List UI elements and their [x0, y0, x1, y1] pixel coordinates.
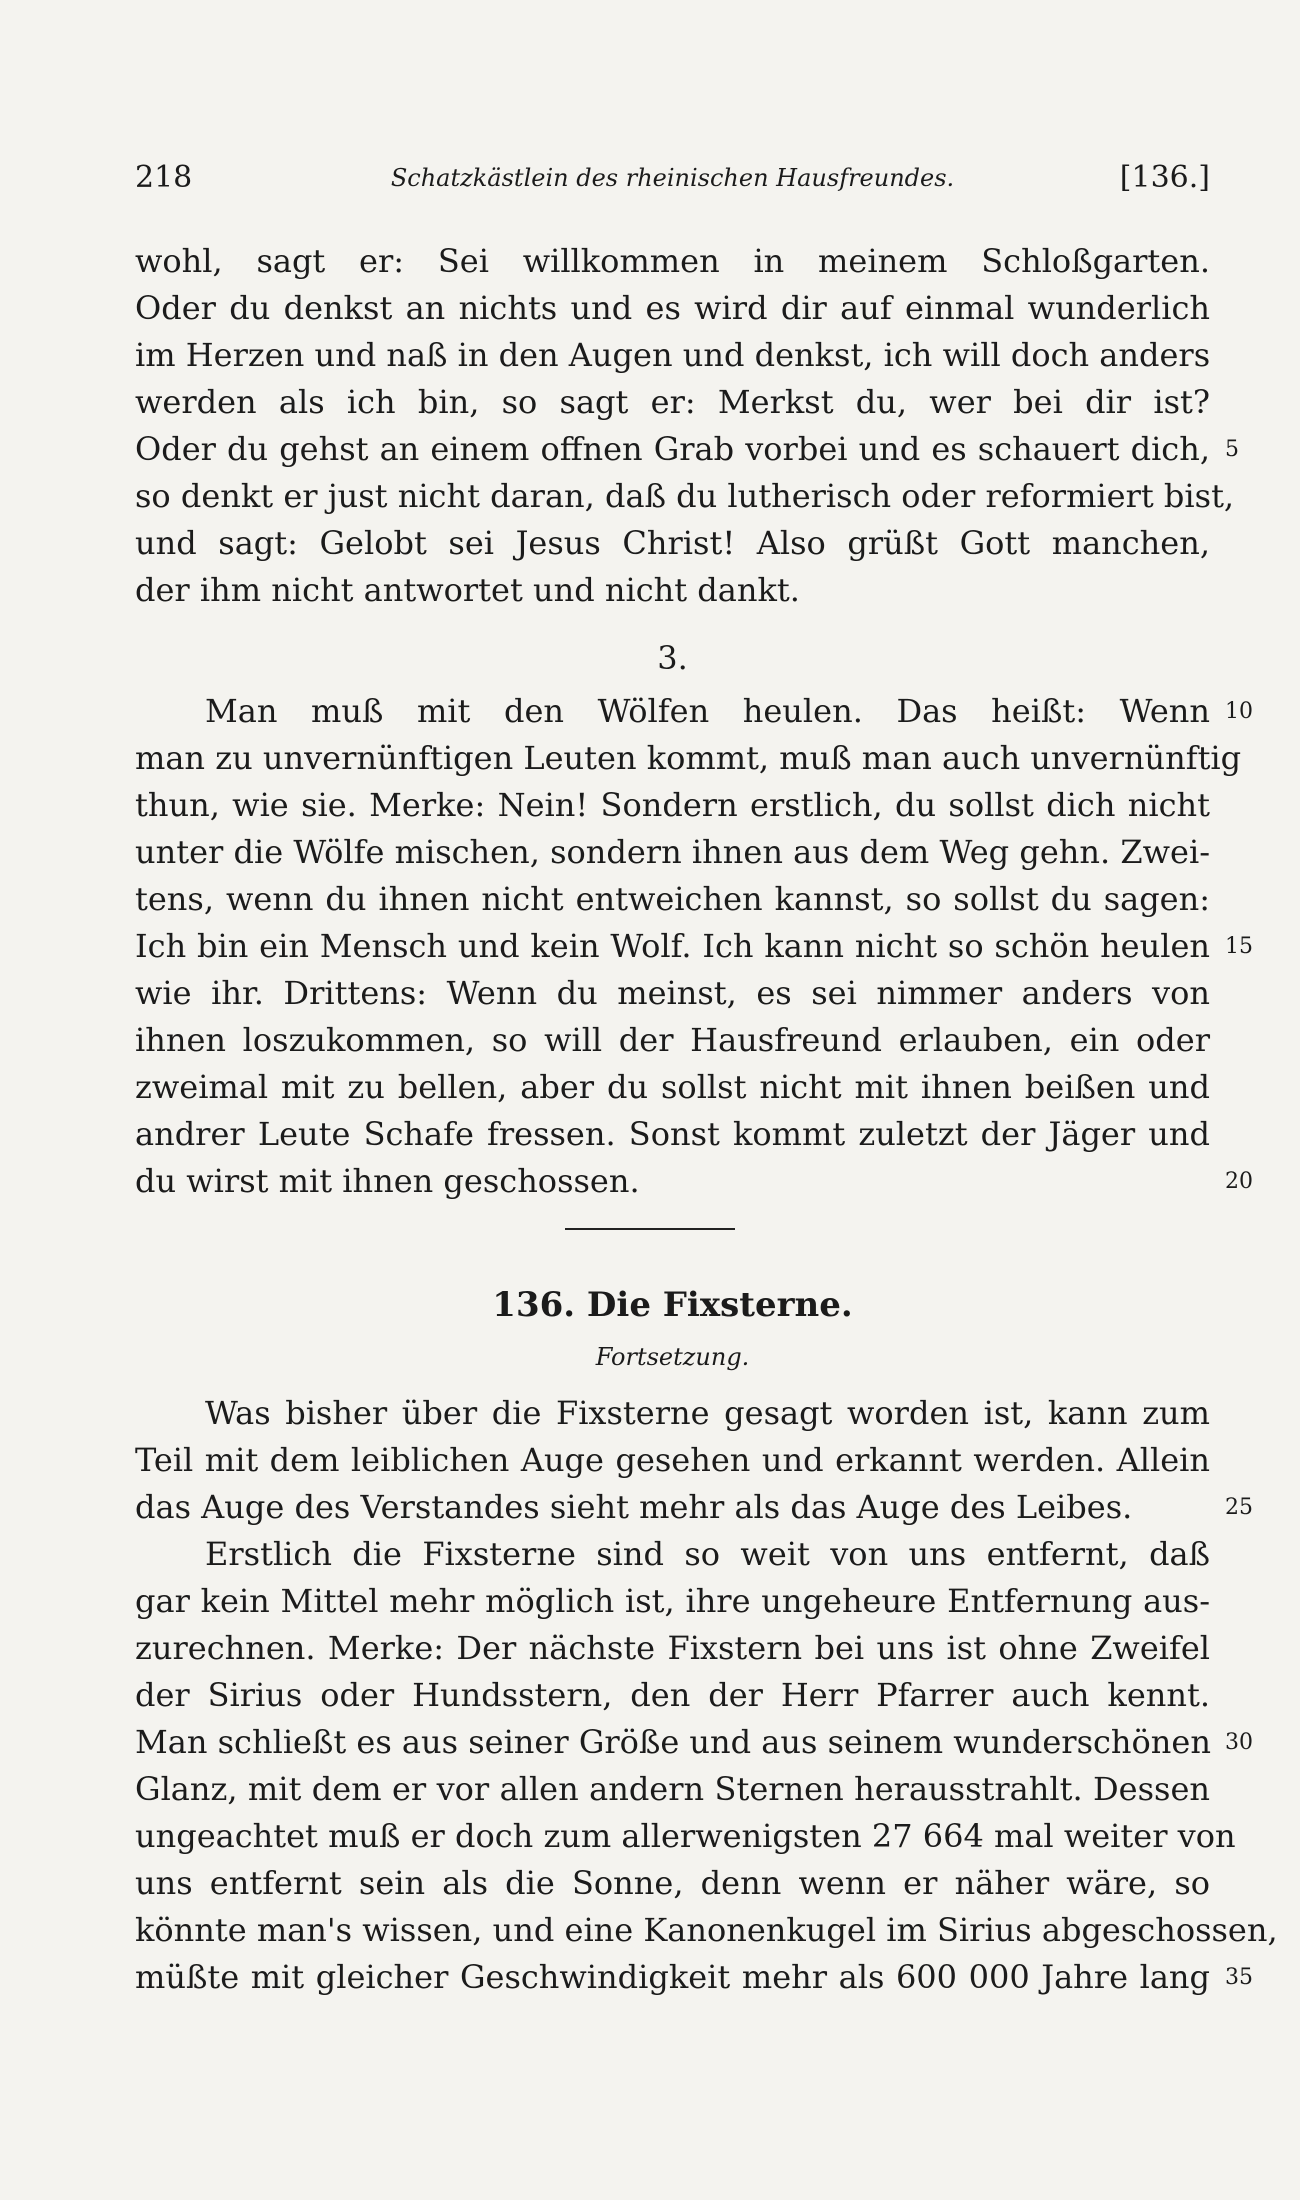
text-line: wohl, sagt er: Sei willkommen in meinem Schloßgarten. [135, 242, 1210, 280]
article-title: 136. Die Fixsterne. [492, 1285, 853, 1325]
text-line: im Herzen und naß in den Augen und denkst, ich will doch anders [135, 336, 1211, 374]
text-line: thun, wie sie. Merke: Nein! Sondern erstlich, du sollst dich nicht [135, 786, 1210, 824]
text-line: gar kein Mittel mehr möglich ist, ihre ungeheure Entfernung aus- [135, 1582, 1210, 1620]
text-line: das Auge des Verstandes sieht mehr als das Auge des Leibes. [135, 1488, 1133, 1526]
article-subtitle: Fortsetzung. [595, 1343, 750, 1371]
text-line: könnte man's wissen, und eine Kanonenkugel im Sirius abgeschossen, [135, 1911, 1278, 1949]
section-1-text [135, 238, 1235, 614]
line-number: 10 [1225, 699, 1253, 724]
text-line: Oder du gehst an einem offnen Grab vorbei und es schauert dich, [135, 430, 1210, 468]
page-number: 218 [135, 160, 193, 195]
line-number: 5 [1225, 437, 1239, 462]
text-line: man zu unvernünftigen Leuten kommt, muß man auch unvernünftig [135, 739, 1242, 777]
text-line: Ich bin ein Mensch und kein Wolf. Ich kann nicht so schön heulen [135, 927, 1210, 965]
text-line: uns entfernt sein als die Sonne, denn wenn er näher wäre, so [135, 1864, 1210, 1902]
text-line: und sagt: Gelobt sei Jesus Christ! Also grüßt Gott manchen, [135, 524, 1210, 562]
text-line: zweimal mit zu bellen, aber du sollst nicht mit ihnen beißen und [135, 1068, 1210, 1106]
text-line: Was bisher über die Fixsterne gesagt worden ist, kann zum [205, 1394, 1210, 1432]
text-line: müßte mit gleicher Geschwindigkeit mehr als 600 000 Jahre lang [135, 1958, 1210, 1996]
line-number: 20 [1225, 1169, 1253, 1194]
section-divider [565, 1228, 735, 1230]
text-line: ihnen loszukommen, so will der Hausfreund erlauben, ein oder [135, 1021, 1210, 1059]
text-line: Man schließt es aus seiner Größe und aus seinem wunderschönen [135, 1723, 1211, 1761]
section-heading: 3. [657, 639, 688, 677]
article-reference: [136.] [1119, 160, 1210, 195]
page-header [135, 160, 1210, 200]
text-line: ungeachtet muß er doch zum allerwenigsten 27 664 mal weiter von [135, 1817, 1236, 1855]
text-line: wie ihr. Drittens: Wenn du meinst, es sei nimmer anders von [135, 974, 1210, 1012]
text-line: tens, wenn du ihnen nicht entweichen kannst, so sollst du sagen: [135, 880, 1210, 918]
line-number: 35 [1225, 1965, 1253, 1990]
text-line: Teil mit dem leiblichen Auge gesehen und erkannt werden. Allein [135, 1441, 1210, 1479]
text-line: so denkt er just nicht daran, daß du lutherisch oder reformiert bist, [135, 477, 1235, 515]
text-line: Erstlich die Fixsterne sind so weit von uns entfernt, daß [205, 1535, 1210, 1573]
text-line: zurechnen. Merke: Der nächste Fixstern bei uns ist ohne Zweifel [135, 1629, 1210, 1667]
line-number: 15 [1225, 934, 1253, 959]
text-line: der Sirius oder Hundsstern, den der Herr Pfarrer auch kennt. [135, 1676, 1210, 1714]
text-line: du wirst mit ihnen geschossen. [135, 1162, 640, 1200]
text-line: der ihm nicht antwortet und nicht dankt. [135, 571, 800, 609]
text-line: Glanz, mit dem er vor allen andern Sternen herausstrahlt. Dessen [135, 1770, 1210, 1808]
text-line: unter die Wölfe mischen, sondern ihnen aus dem Weg gehn. Zwei- [135, 833, 1210, 871]
text-line: Oder du denkst an nichts und es wird dir auf einmal wunderlich [135, 289, 1210, 327]
text-line: andrer Leute Schafe fressen. Sonst kommt zuletzt der Jäger und [135, 1115, 1210, 1153]
text-line: werden als ich bin, so sagt er: Merkst du, wer bei dir ist? [135, 383, 1210, 421]
running-title: Schatzkästlein des rheinischen Hausfreundes. [390, 164, 955, 192]
line-number: 30 [1225, 1730, 1253, 1755]
text-line: Man muß mit den Wölfen heulen. Das heißt: Wenn [205, 692, 1210, 730]
line-number: 25 [1225, 1495, 1253, 1520]
